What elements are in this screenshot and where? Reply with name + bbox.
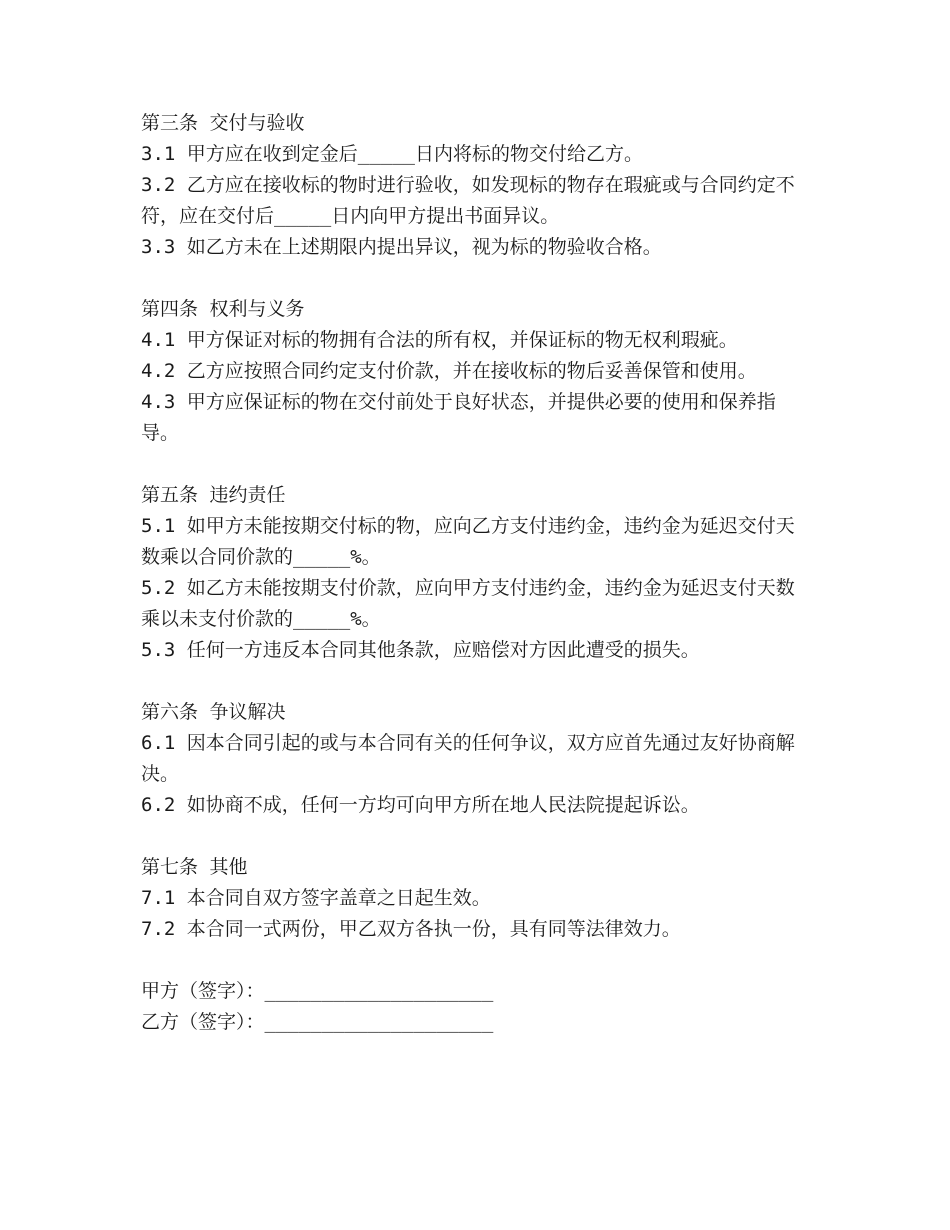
article-5-liability <box>141 480 841 666</box>
article-6-dispute-resolution <box>141 697 841 821</box>
clause-4-2: 4.2 乙方应按照合同约定支付价款，并在接收标的物后妥善保管和使用。 <box>141 360 757 382</box>
clause-5-3: 5.3 任何一方违反本合同其他条款，应赔偿对方因此遭受的损失。 <box>141 639 700 661</box>
clause-7-2: 7.2 本合同一式两份，甲乙双方各执一份，具有同等法律效力。 <box>141 918 681 940</box>
article-4-rights-obligations <box>141 294 841 449</box>
party-b-signature-line: 乙方（签字）：____________________ <box>141 1011 494 1033</box>
party-a-signature-line: 甲方（签字）：____________________ <box>141 980 494 1002</box>
clause-5-2: 5.2 如乙方未能按期支付价款，应向甲方支付违约金，违约金为延迟支付天数乘以未支付价款的_____%。 <box>141 577 795 630</box>
clause-3-2: 3.2 乙方应在接收标的物时进行验收，如发现标的物存在瑕疵或与合同约定不符，应在交付后_____日内向甲方提出书面异议。 <box>141 174 795 227</box>
article-title: 第六条 争议解决 <box>141 701 286 723</box>
contract-body <box>141 108 841 1038</box>
article-title: 第七条 其他 <box>141 856 248 878</box>
clause-3-1: 3.1 甲方应在收到定金后_____日内将标的物交付给乙方。 <box>141 143 643 165</box>
article-title: 第五条 违约责任 <box>141 484 286 506</box>
clause-5-1: 5.1 如甲方未能按期交付标的物，应向乙方支付违约金，违约金为延迟交付天数乘以合同价款的_____%。 <box>141 515 795 568</box>
article-title: 第三条 交付与验收 <box>141 112 305 134</box>
clause-6-1: 6.1 因本合同引起的或与本合同有关的任何争议，双方应首先通过友好协商解决。 <box>141 732 795 785</box>
article-title: 第四条 权利与义务 <box>141 298 305 320</box>
clause-3-3: 3.3 如乙方未在上述期限内提出异议，视为标的物验收合格。 <box>141 236 662 258</box>
article-7-other <box>141 852 841 945</box>
clause-6-2: 6.2 如协商不成，任何一方均可向甲方所在地人民法院提起诉讼。 <box>141 794 700 816</box>
clause-4-3: 4.3 甲方应保证标的物在交付前处于良好状态，并提供必要的使用和保养指导。 <box>141 391 776 444</box>
article-3-delivery-acceptance <box>141 108 841 263</box>
clause-7-1: 7.1 本合同自双方签字盖章之日起生效。 <box>141 887 491 909</box>
signature-block <box>141 976 841 1038</box>
clause-4-1: 4.1 甲方保证对标的物拥有合法的所有权，并保证标的物无权利瑕疵。 <box>141 329 738 351</box>
